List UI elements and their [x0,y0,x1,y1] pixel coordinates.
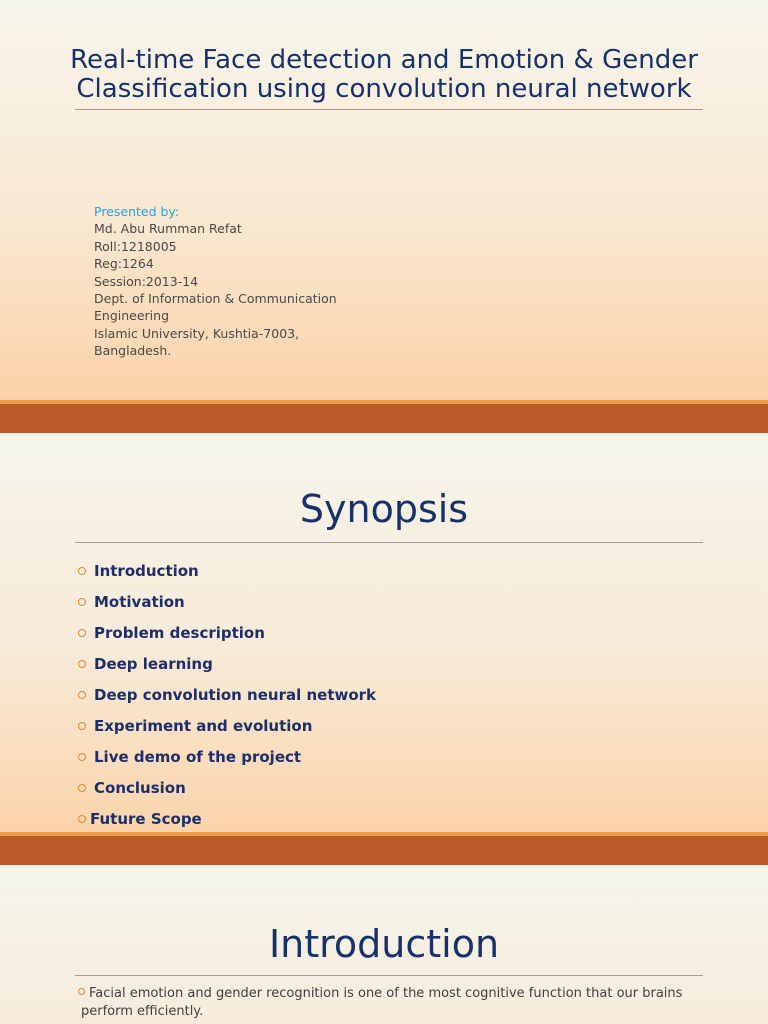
synopsis-list [76,560,376,832]
list-item-label: Live demo of the project [94,748,302,766]
synopsis-divider [75,542,703,543]
list-item [76,591,376,622]
list-item-label: Future Scope [90,810,202,828]
title-divider [75,109,703,110]
presenter-roll: Roll:1218005 [94,238,177,254]
bullet-icon [78,629,86,637]
list-item [76,777,376,808]
bullet-icon [78,567,86,575]
presenter-dept-cont: Engineering [94,308,169,324]
bullet-icon [78,988,85,995]
bullet-icon [78,660,86,668]
list-item [76,746,376,777]
list-item-label: Deep convolution neural network [94,686,377,704]
list-item-label: Deep learning [94,655,213,673]
list-item [76,684,376,715]
bullet-icon [78,691,86,699]
band-accent [0,832,768,836]
presenter-country: Bangladesh. [94,343,172,359]
introduction-title: Introduction [268,922,500,966]
introduction-divider [75,975,703,976]
list-item [76,715,376,746]
bullet-icon [78,753,86,761]
bullet-icon [78,598,86,606]
slide-separator-band [0,400,768,433]
presenter-session: Session:2013-14 [94,273,199,289]
list-item-label: Problem description [94,624,265,642]
bullet-icon [78,784,86,792]
introduction-bullet [78,985,708,1020]
slide-separator-band [0,832,768,865]
list-item-label: Conclusion [94,779,186,797]
list-item [76,808,376,832]
presenter-name: Md. Abu Rumman Refat [94,221,242,237]
band-accent [0,400,768,404]
list-item [76,560,376,591]
bullet-icon [78,815,86,823]
title-line-1: Real-time Face detection and Emotion & Gender [70,45,698,75]
synopsis-slide [0,433,768,832]
list-item [76,622,376,653]
presented-by-label: Presented by: [94,204,180,219]
synopsis-title: Synopsis [299,487,469,531]
list-item-label: Introduction [94,562,199,580]
presenter-dept: Dept. of Information & Communication [94,291,337,307]
title-slide [0,0,768,400]
presenter-university: Islamic University, Kushtia-7003, [94,325,300,341]
presenter-reg: Reg:1264 [94,256,154,272]
introduction-slide [0,865,768,1024]
list-item-label: Motivation [94,593,185,611]
presentation-title [40,46,728,104]
bullet-icon [78,722,86,730]
list-item-label: Experiment and evolution [94,717,313,735]
intro-line-2: perform efficiently. [81,1003,204,1019]
list-item [76,653,376,684]
presenter-info [94,203,337,360]
intro-line-1: Facial emotion and gender recognition is one of the most cognitive function that our brains [89,986,683,1001]
title-line-2: Classification using convolution neural network [76,74,692,104]
